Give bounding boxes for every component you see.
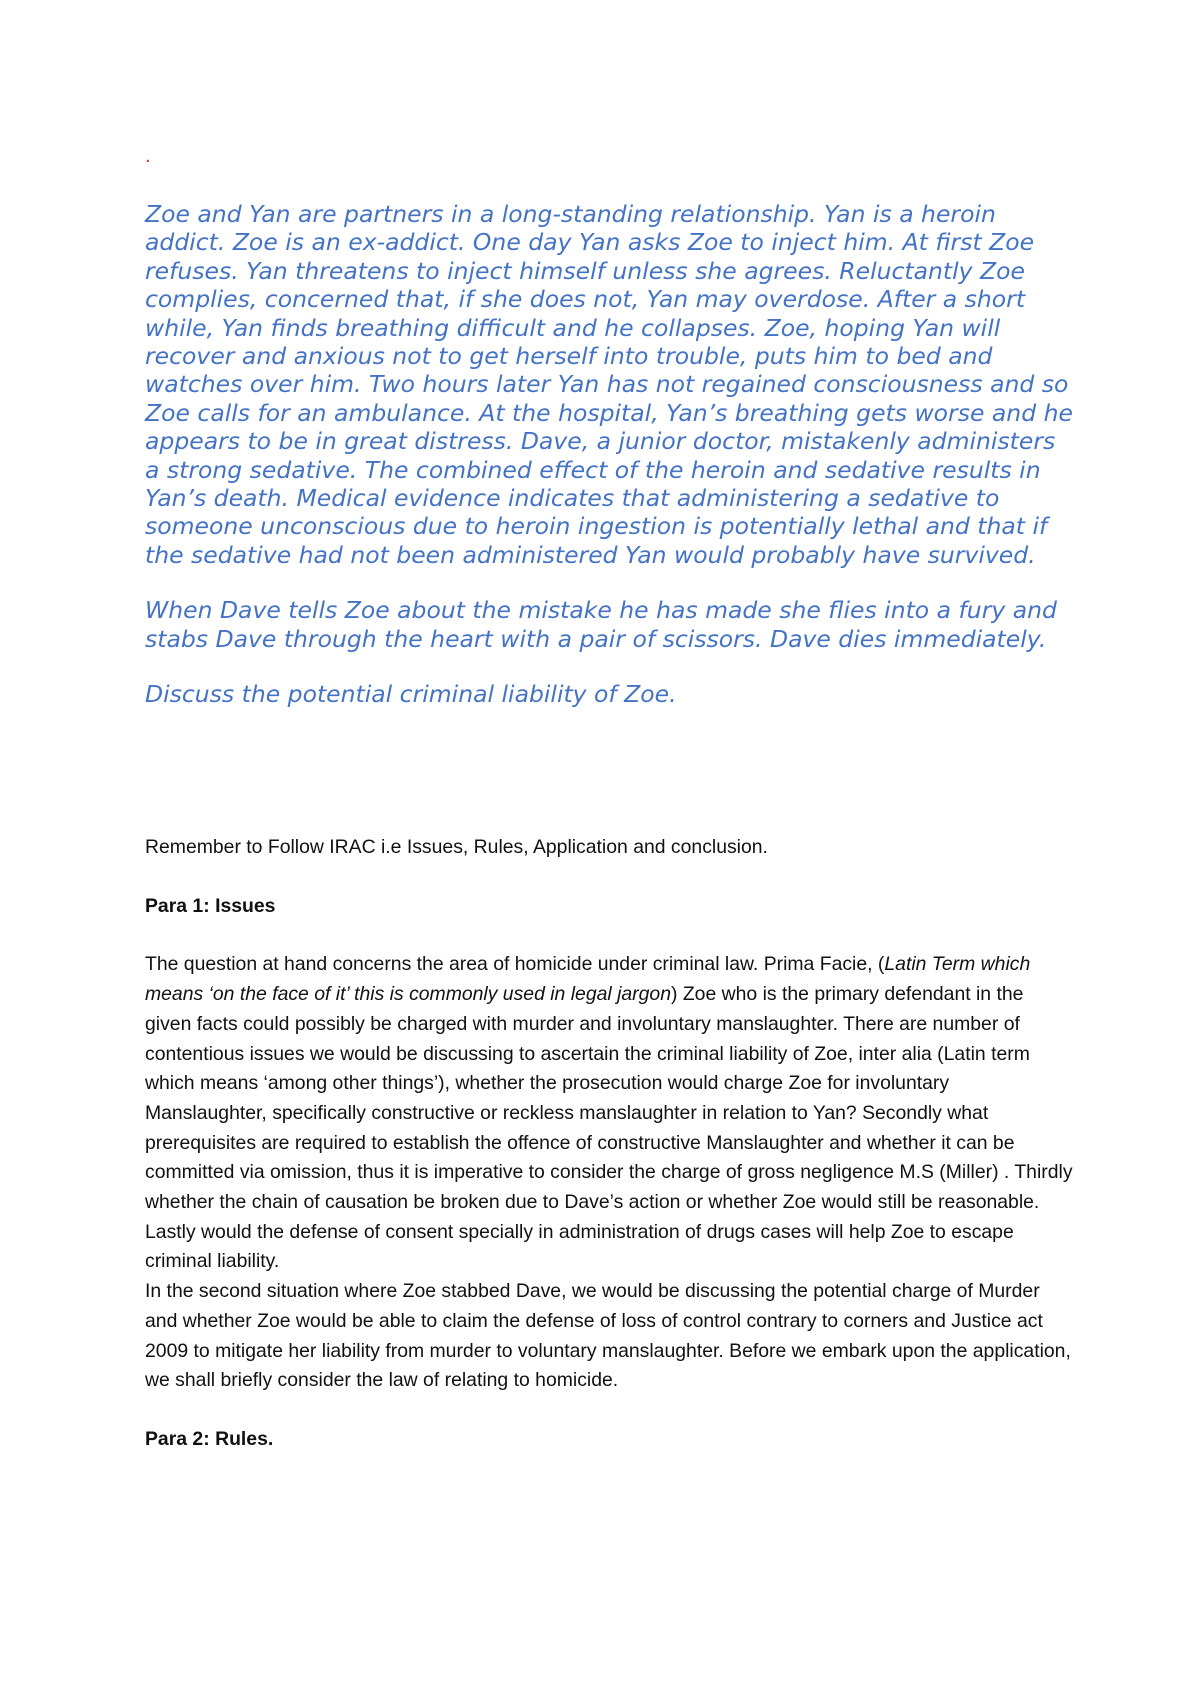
scenario-paragraph: When Dave tells Zoe about the mistake he has made she flies into a fury and stabs Dave through the heart with a pair of scissors. Dave dies immediately. xyxy=(145,596,1057,653)
scenario-paragraph: Zoe and Yan are partners in a long-standing relationship. Yan is a heroin addict. Zoe is an ex-addict. One day Yan asks Zoe to inject him. At first Zoe refuses. Yan threatens to inject himself unless she agrees. Reluctantly Zoe complies, concerned that, if she does not, Yan may overdose. After a short while, Yan finds breathing difficult and he collapses. Zoe, hoping Yan will recover and anxious not to get herself into trouble, puts him to bed and watches over him. Two hours later Yan has not regained consciousness and so Zoe calls for an ambulance. At the hospital, Yan’s breathing gets worse and he appears to be in great distress. Dave, a junior doctor, mistakenly administers a strong sedative. The combined effect of the heroin and sedative results in Yan’s death. Medical evidence indicates that administering a sedative to someone unconscious due to heroin ingestion is potentially lethal and that if the sedative had not been administered Yan would probably have survived. xyxy=(145,200,1073,569)
issues-intro-text: The question at hand concerns the area of homicide under criminal law. Prima Facie, ( xyxy=(145,953,885,976)
latin-term-note: Latin Term which means ‘on the face of it’ this is commonly used in legal jargon xyxy=(145,953,1031,1006)
scenario-question: Discuss the potential criminal liability of Zoe. xyxy=(145,680,677,709)
red-dot-marker: . xyxy=(145,146,151,167)
irac-reminder: Remember to Follow IRAC i.e Issues, Rules, Application and conclusion. xyxy=(145,836,768,858)
problem-scenario xyxy=(145,200,1075,736)
issues-heading: Para 1: Issues xyxy=(145,894,276,917)
issues-paragraph xyxy=(145,950,1075,1277)
answer-body xyxy=(145,833,1075,1484)
rules-heading: Para 2: Rules. xyxy=(145,1427,274,1450)
issues-second-paragraph: In the second situation where Zoe stabbed Dave, we would be discussing the potential charge of Murder and whether Zoe would be able to claim the defense of loss of control contrary to corners and Justice act 2009 to mitigate her liability from murder to voluntary manslaughter. Before we embark upon the application, we shall briefly consider the law of relating to homicide. xyxy=(145,1280,1071,1392)
issues-body-text: ) Zoe who is the primary defendant in the given facts could possibly be charged with murder and involuntary manslaughter. There are number of contentious issues we would be discussing to ascertain the criminal liability of Zoe, inter alia (Latin term which means ‘among other things’), whether the prosecution would charge Zoe for involuntary Manslaughter, specifically constructive or reckless manslaughter in relation to Yan? Secondly what prerequisites are required to establish the offence of constructive Manslaughter and whether it can be committed via omission, thus it is imperative to consider the charge of gross negligence M.S (Miller) . Thirdly whether the chain of causation be broken due to Dave’s action or whether Zoe would still be reasonable. Lastly would the defense of consent specially in administration of drugs cases will help Zoe to escape criminal liability. xyxy=(145,983,1073,1273)
